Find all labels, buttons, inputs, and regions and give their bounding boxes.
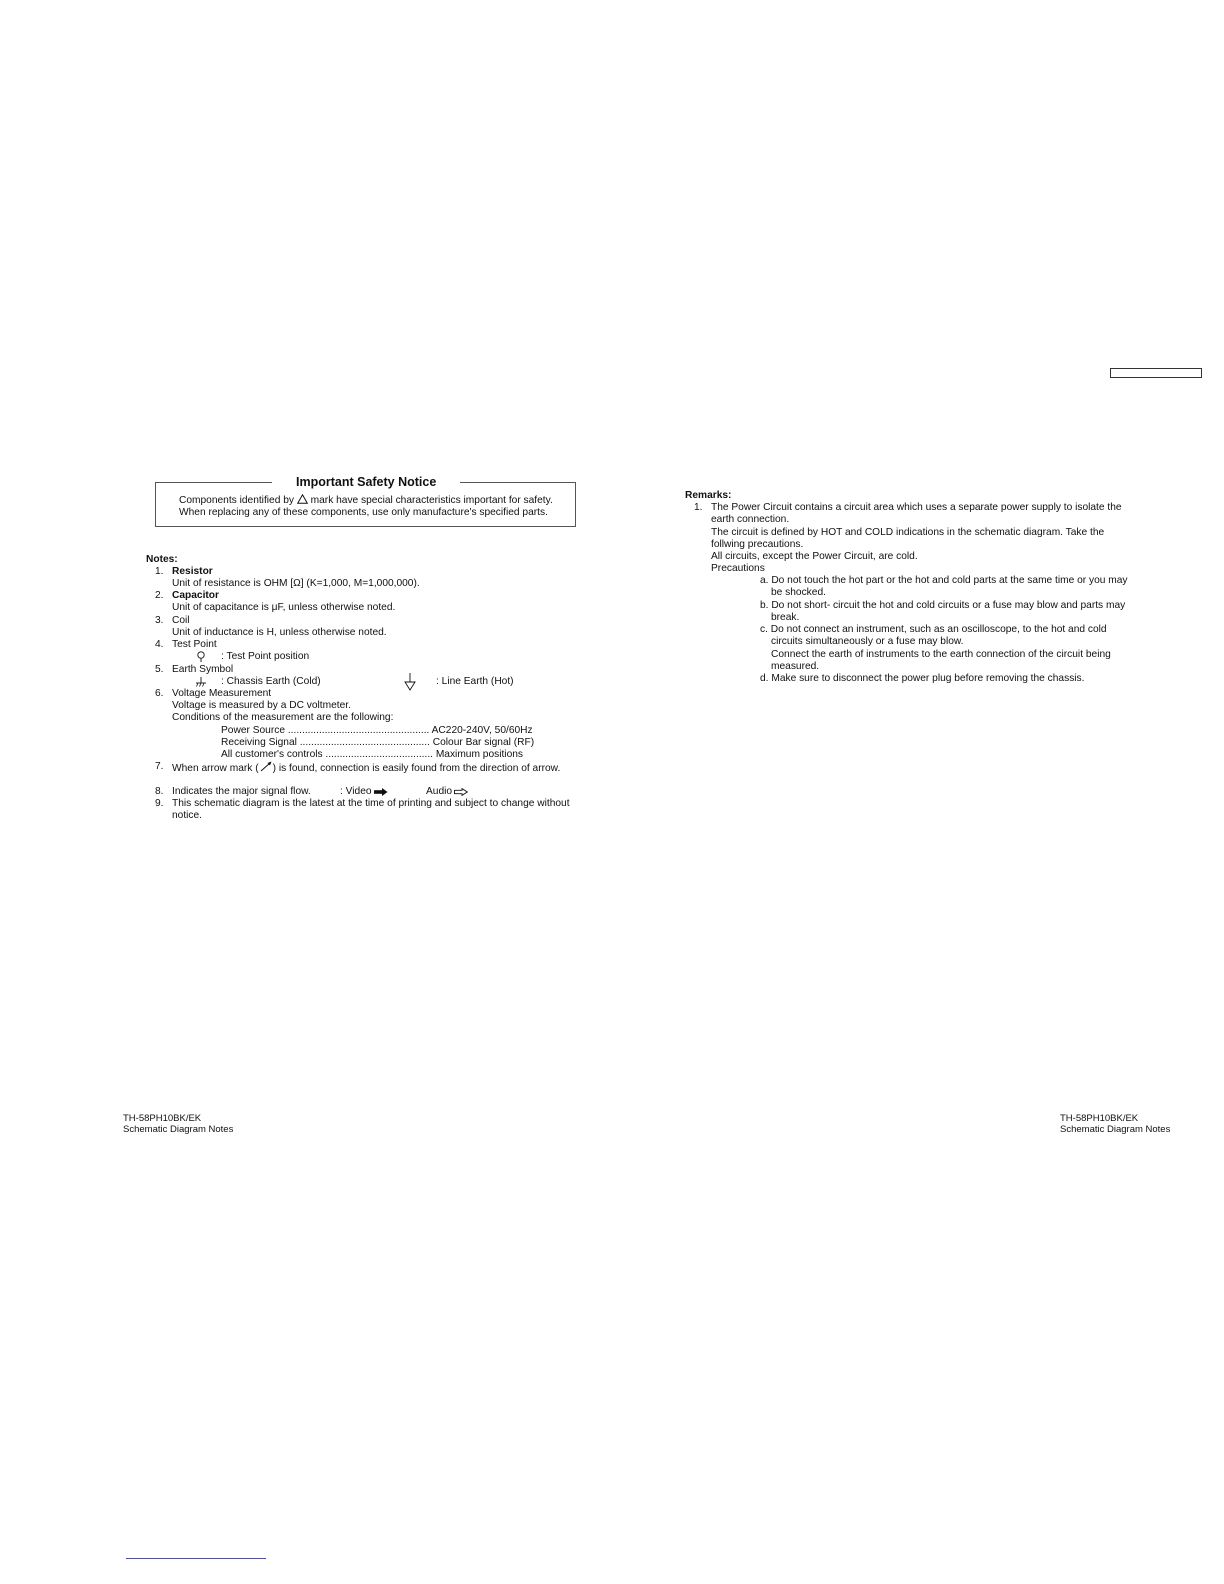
precaution-a-line-1: a. Do not touch the hot part or the hot and cold parts at the same time or you may xyxy=(760,575,1128,586)
remarks-line: Precautions xyxy=(711,563,765,574)
measurement-row: Power Source .................................................. AC220-240V, 50/60Hz xyxy=(221,725,533,736)
remarks-heading: Remarks: xyxy=(685,490,732,501)
note-3-title: Coil xyxy=(172,615,190,626)
measurement-row: Receiving Signal .............................................. Colour Bar signal (RF) xyxy=(221,737,535,748)
note-5-line-text: : Line Earth (Hot) xyxy=(436,676,514,687)
audio-arrow-icon xyxy=(454,788,468,796)
note-7-num: 7. xyxy=(155,761,164,772)
precaution-c-line-2: circuits simultaneously or a fuse may blow. xyxy=(771,636,964,647)
note-4-text: : Test Point position xyxy=(221,651,310,662)
note-6-title: Voltage Measurement xyxy=(172,688,272,699)
footer-right-label: Schematic Diagram Notes xyxy=(1060,1124,1171,1135)
line-earth-icon xyxy=(404,673,416,691)
page-tab-box xyxy=(1110,368,1202,378)
safety-line-1-post: mark have special characteristics important for safety. xyxy=(310,495,553,506)
measurement-row: All customer's controls ...................................... Maximum positions xyxy=(221,749,524,760)
note-9-line-1: This schematic diagram is the latest at the time of printing and subject to change without xyxy=(172,798,570,809)
chassis-earth-icon xyxy=(195,677,207,688)
footer-left-label: Schematic Diagram Notes xyxy=(123,1124,234,1135)
note-8-text: Indicates the major signal flow. xyxy=(172,786,311,797)
note-9-line-2: notice. xyxy=(172,810,203,821)
remarks-line: All circuits, except the Power Circuit, are cold. xyxy=(711,551,918,562)
note-8-audio-label: Audio xyxy=(426,786,453,797)
footer-left-model: TH-58PH10BK/EK xyxy=(123,1113,202,1124)
precaution-b-line-1: b. Do not short- circuit the hot and cold circuits or a fuse may blow and parts may xyxy=(760,600,1126,611)
note-4-title: Test Point xyxy=(172,639,217,650)
note-3-num: 3. xyxy=(155,615,164,626)
note-2-text: Unit of capacitance is μF, unless otherwise noted. xyxy=(172,602,396,613)
remarks-1-num: 1. xyxy=(694,502,703,513)
test-point-icon xyxy=(196,651,206,663)
precaution-d-line-1: d. Make sure to disconnect the power plug before removing the chassis. xyxy=(760,673,1085,684)
note-7-text: When arrow mark ( ) is found, connection is easily found from the direction of arrow. xyxy=(172,763,561,774)
note-6-text-2: Conditions of the measurement are the following: xyxy=(172,712,394,723)
note-6-text-1: Voltage is measured by a DC voltmeter. xyxy=(172,700,351,711)
notes-heading: Notes: xyxy=(146,554,178,565)
note-8-video-label: : Video xyxy=(340,786,372,797)
note-4-num: 4. xyxy=(155,639,164,650)
bottom-link-line xyxy=(126,1558,266,1559)
safety-line-1-pre: Components identified by xyxy=(179,495,294,506)
safety-notice-title: Important Safety Notice xyxy=(272,475,460,490)
remarks-line: follwing precautions. xyxy=(711,539,804,550)
precaution-c-line-1: c. Do not connect an instrument, such as an oscilloscope, to the hot and cold xyxy=(760,624,1107,635)
precaution-a-line-2: be shocked. xyxy=(771,587,826,598)
note-9-num: 9. xyxy=(155,798,164,809)
remarks-line: The Power Circuit contains a circuit area which uses a separate power supply to isolate the xyxy=(711,502,1122,513)
safety-line-1 xyxy=(179,494,553,507)
note-1-title: Resistor xyxy=(172,566,213,577)
precaution-c-line-3: Connect the earth of instruments to the earth connection of the circuit being xyxy=(771,649,1111,660)
warning-triangle-icon xyxy=(297,494,308,504)
precaution-c-line-4: measured. xyxy=(771,661,820,672)
remarks-line: The circuit is defined by HOT and COLD indications in the schematic diagram. Take the xyxy=(711,527,1105,538)
note-2-num: 2. xyxy=(155,590,164,601)
precaution-b-line-2: break. xyxy=(771,612,800,623)
note-8-num: 8. xyxy=(155,786,164,797)
footer-right-model: TH-58PH10BK/EK xyxy=(1060,1113,1139,1124)
note-6-num: 6. xyxy=(155,688,164,699)
remarks-line: earth connection. xyxy=(711,514,790,525)
note-3-text: Unit of inductance is H, unless otherwise noted. xyxy=(172,627,387,638)
note-2-title: Capacitor xyxy=(172,590,219,601)
video-arrow-icon xyxy=(374,788,388,796)
note-1-num: 1. xyxy=(155,566,164,577)
note-5-title: Earth Symbol xyxy=(172,664,234,675)
note-5-num: 5. xyxy=(155,664,164,675)
safety-line-2: When replacing any of these components, use only manufacture's specified parts. xyxy=(179,507,548,518)
note-1-text: Unit of resistance is OHM [Ω] (K=1,000, M=1,000,000). xyxy=(172,578,420,589)
note-5-chassis-text: : Chassis Earth (Cold) xyxy=(221,676,321,687)
arrow-mark-icon xyxy=(259,761,273,772)
